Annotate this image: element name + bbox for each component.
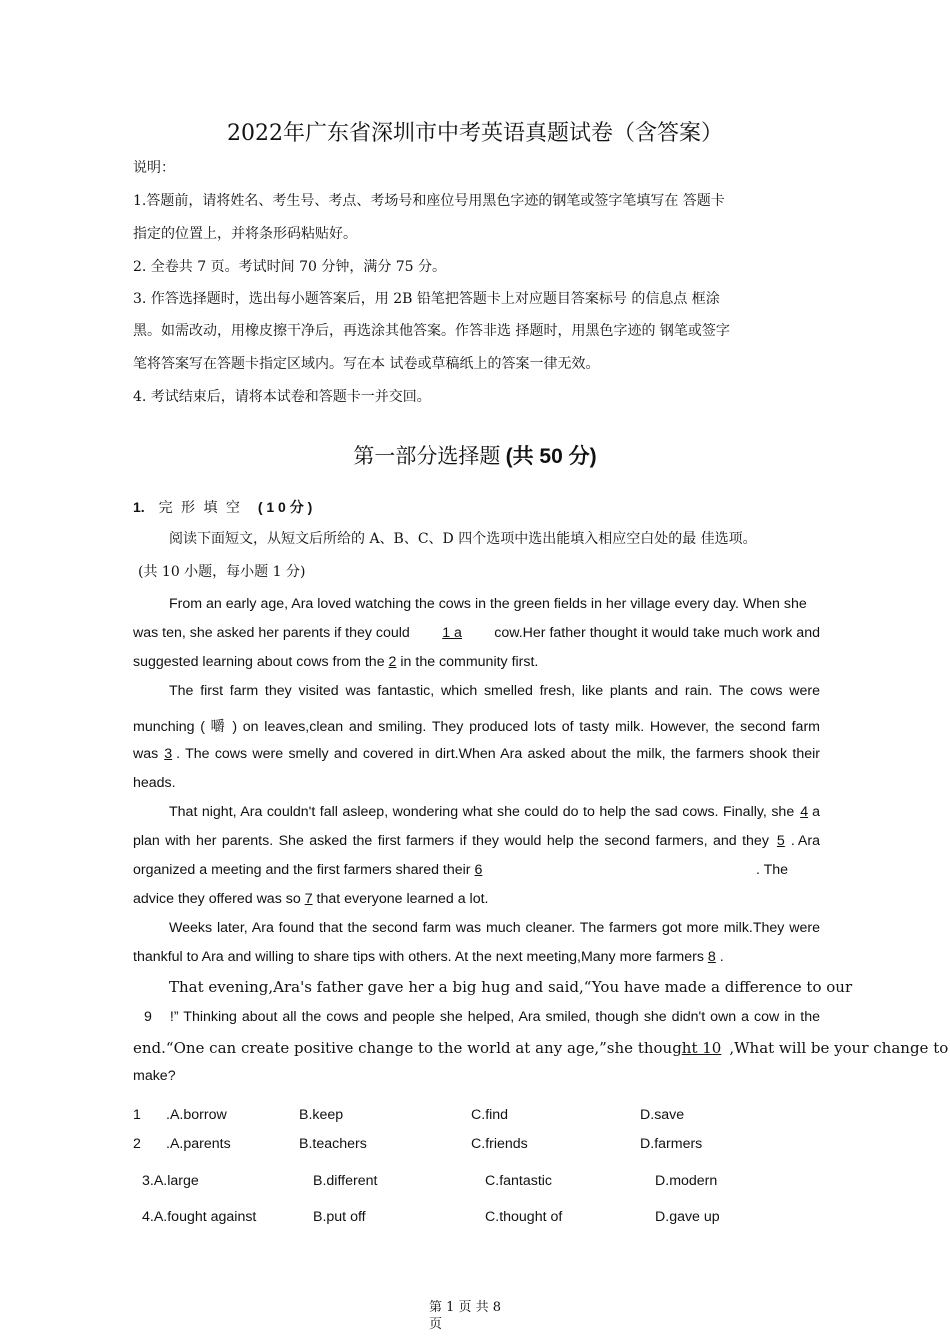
blank-7: 7 — [304, 891, 313, 907]
part-heading-text: 第一部分选择题 — [353, 444, 501, 468]
page-footer: 第 1 页 共 8 — [429, 1300, 502, 1315]
passage-text: thankful to Ara and willing to share tips with others. At the next meeting,Many more farmers — [133, 949, 704, 965]
option-number: 1 — [133, 1107, 141, 1123]
option-a: 3.A.large — [142, 1173, 199, 1189]
passage-text: That night, Ara couldn't fall asleep, wondering what she could do to help the sad cows. Finally, she — [169, 804, 795, 820]
option-a: .A.borrow — [166, 1107, 227, 1123]
passage-text: organized a meeting and the first farmers shared their — [133, 862, 471, 878]
passage-text: . The — [756, 862, 789, 878]
blank-8: 8 — [707, 949, 716, 965]
option-d: D.gave up — [655, 1209, 720, 1225]
passage-line — [133, 862, 482, 878]
instruction-line: 4. 考试结束后，请将本试卷和答题卡一并交回。 — [133, 389, 431, 405]
passage-line: make? — [133, 1068, 176, 1084]
directions-line: (共 10 小题，每小题 1 分) — [138, 564, 306, 580]
passage-line: That evening,Ara's father gave her a big hug and said,“You have made a difference to our — [169, 978, 853, 996]
directions-line: 阅读下面短文，从短文后所给的 A、B、C、D 四个选项中选出能填入相应空白处的最 佳选项。 — [169, 531, 757, 547]
passage-line — [133, 746, 820, 762]
passage-line — [133, 1039, 949, 1057]
instructions-heading: 说明： — [133, 160, 175, 176]
instruction-line: 笔将答案写在答题卡指定区域内。写在本 试卷或草稿纸上的答案一律无效。 — [133, 356, 600, 372]
option-b: B.keep — [299, 1107, 344, 1123]
option-d: D.farmers — [640, 1136, 703, 1152]
passage-line: munching ( 嚼 ) on leaves,clean and smiling. They produced lots of tasty milk. However, the second farm — [133, 719, 820, 735]
option-a: .A.parents — [166, 1136, 231, 1152]
blank-5: 5 — [776, 833, 785, 849]
instruction-line: 2. 全卷共 7 页。考试时间 70 分钟，满分 75 分。 — [133, 259, 447, 275]
passage-text: ,What will be your change to — [729, 1039, 949, 1057]
passage-text: suggested learning about cows from the — [133, 654, 385, 670]
passage-line — [133, 949, 724, 965]
part-heading — [0, 440, 950, 470]
passage-text: was — [133, 746, 159, 762]
passage-text: !” Thinking about all the cows and people she helped, Ara smiled, though she didn't own a cow in the — [169, 1009, 820, 1025]
instruction-line: 指定的位置上，并将条形码粘贴好。 — [133, 226, 357, 242]
option-b: B.put off — [313, 1209, 366, 1225]
passage-line — [133, 833, 820, 849]
option-a: 4.A.fought against — [142, 1209, 257, 1225]
option-d: D.modern — [655, 1173, 718, 1189]
blank-2: 2 — [388, 654, 397, 670]
passage-line — [133, 654, 538, 670]
passage-line — [144, 1009, 820, 1025]
passage-text: end.“One can create positive change to the world at any age,”she thoug — [133, 1039, 682, 1057]
passage-line: The first farm they visited was fantastic, which smelled fresh, like plants and rain. The cows were — [169, 683, 820, 699]
blank-3: 3 — [164, 746, 173, 762]
passage-text: was ten, she asked her parents if they could — [133, 625, 410, 641]
passage-text: in the community first. — [400, 654, 539, 670]
blank-6: 6 — [474, 862, 483, 878]
passage-text: . The cows were smelly and covered in dirt.When Ara asked about the milk, the farmers shook their — [176, 746, 820, 762]
blank-4: 4 — [800, 804, 809, 820]
instruction-line: 3. 作答选择题时，选出每小题答案后，用 2B 铅笔把答题卡上对应题目答案标号 的信息点 框涂 — [133, 291, 720, 307]
passage-text: that everyone learned a lot. — [316, 891, 489, 907]
page-title: 2022年广东省深圳市中考英语真题试卷（含答案） — [227, 121, 723, 146]
option-number: 2 — [133, 1136, 141, 1152]
instruction-line: 黑。如需改动，用橡皮擦干净后，再选涂其他答案。作答非选 择题时，用黑色字迹的 钢笔或签字 — [133, 323, 730, 339]
passage-line — [133, 625, 820, 641]
page-footer-cont: 页 — [429, 1317, 443, 1332]
section-header — [133, 497, 312, 517]
passage-line — [133, 891, 488, 907]
passage-line — [169, 804, 820, 820]
section-number: 1. — [133, 499, 145, 515]
passage-text: cow.Her father thought it would take much work and — [494, 625, 820, 641]
blank-10: ht 10 — [681, 1039, 722, 1057]
passage-text: . Ara — [790, 833, 820, 849]
instruction-line: 1.答题前，请将姓名、考生号、考点、考场号和座位号用黑色字迹的钢笔或签字笔填写在 答题卡 — [133, 193, 725, 209]
blank-1: 1 a — [442, 625, 462, 641]
passage-text: advice they offered was so — [133, 891, 301, 907]
option-c: C.find — [471, 1107, 509, 1123]
passage-line: Weeks later, Ara found that the second farm was much cleaner. The farmers got more milk.They were — [169, 920, 820, 936]
passage-text: a — [812, 804, 820, 820]
option-c: C.friends — [471, 1136, 528, 1152]
part-heading-score: (共 50 分) — [505, 445, 597, 468]
section-score: ( 1 0 分 ) — [257, 499, 313, 515]
passage-line: heads. — [133, 775, 176, 791]
option-d: D.save — [640, 1107, 685, 1123]
option-c: C.thought of — [485, 1209, 563, 1225]
option-c: C.fantastic — [485, 1173, 553, 1189]
passage-line: From an early age, Ara loved watching the cows in the green fields in her village every day. When she — [169, 596, 807, 612]
passage-text: . — [719, 949, 724, 965]
passage-text: plan with her parents. She asked the first farmers if they would help the second farmers, and they — [133, 833, 769, 849]
option-b: B.different — [313, 1173, 378, 1189]
blank-9: 9 — [144, 1009, 152, 1025]
section-title: 完 形 填 空 — [158, 500, 242, 516]
option-b: B.teachers — [299, 1136, 367, 1152]
